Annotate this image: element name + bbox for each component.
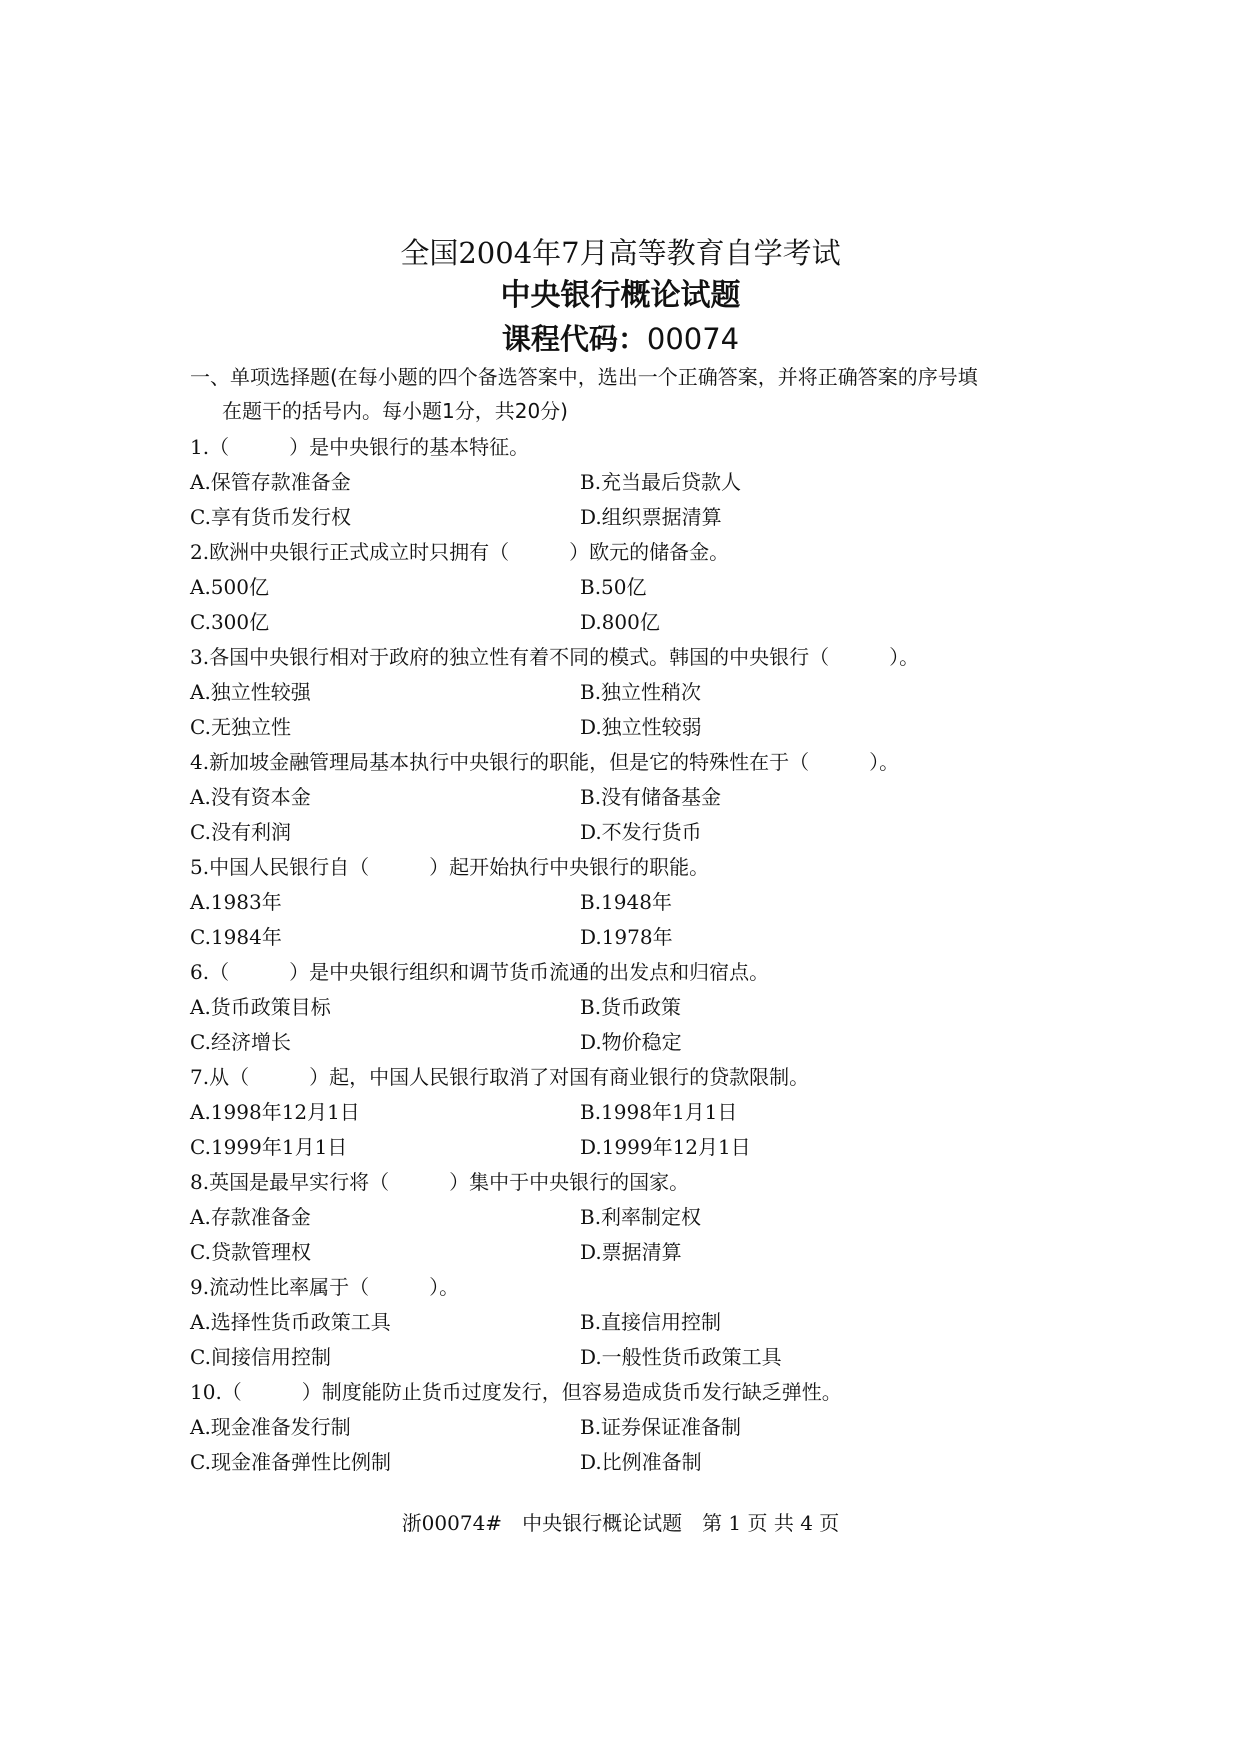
option-c: C.1984年 [190,925,282,949]
option-b: B.直接信用控制 [580,1310,722,1334]
option-a: A.没有资本金 [190,785,311,809]
section-heading-line2: 在题干的括号内。每小题1分，共20分) [222,399,568,423]
option-d: D.比例准备制 [580,1450,702,1474]
option-b: B.充当最后贷款人 [580,470,742,494]
option-row [190,1445,1090,1480]
question-stem: 10.（ ）制度能防止货币过度发行，但容易造成货币发行缺乏弹性。 [190,1380,842,1404]
question-stem: 3.各国中央银行相对于政府的独立性有着不同的模式。韩国的中央银行（ ）。 [190,645,920,669]
option-d: D.1999年12月1日 [580,1135,751,1159]
option-d: D.1978年 [580,925,673,949]
course-code-value: 00074 [646,322,740,356]
question-stem: 8.英国是最早实行将（ ）集中于中央银行的国家。 [190,1170,690,1194]
option-b: B.证券保证准备制 [580,1415,742,1439]
option-row [190,1025,1090,1060]
option-row [190,1200,1090,1235]
exam-title: 全国2004年7月高等教育自学考试 [400,236,841,270]
option-row [190,1305,1090,1340]
option-a: A.存款准备金 [190,1205,311,1229]
title-block [0,232,1241,360]
option-b: B.利率制定权 [580,1205,702,1229]
option-a: A.货币政策目标 [190,995,331,1019]
option-row [190,1130,1090,1165]
option-row [190,675,1090,710]
option-row [190,990,1090,1025]
option-b: B.货币政策 [580,995,682,1019]
subject-title: 中央银行概论试题 [500,278,741,313]
option-row [190,1410,1090,1445]
option-d: D.不发行货币 [580,820,702,844]
option-c: C.贷款管理权 [190,1240,311,1264]
option-c: C.300亿 [190,610,270,634]
option-row [190,780,1090,815]
option-row [190,605,1090,640]
question-stem: 6.（ ）是中央银行组织和调节货币流通的出发点和归宿点。 [190,960,770,984]
option-a: A.现金准备发行制 [190,1415,351,1439]
option-d: D.票据清算 [580,1240,682,1264]
option-c: C.经济增长 [190,1030,291,1054]
question-stem: 4.新加坡金融管理局基本执行中央银行的职能，但是它的特殊性在于（ ）。 [190,750,900,774]
option-a: A.500亿 [190,575,269,599]
option-row [190,500,1090,535]
option-row [190,710,1090,745]
option-d: D.一般性货币政策工具 [580,1345,782,1369]
option-b: B.1998年1月1日 [580,1100,738,1124]
option-a: A.1983年 [190,890,282,914]
option-d: D.独立性较弱 [580,715,702,739]
option-c: C.没有利润 [190,820,291,844]
option-row [190,1340,1090,1375]
question-list [190,430,1090,1480]
option-b: B.1948年 [580,890,672,914]
option-d: D.物价稳定 [580,1030,682,1054]
course-code-label: 课程代码： [501,322,647,356]
option-b: B.没有储备基金 [580,785,722,809]
page-footer: 浙00074# 中央银行概论试题 第 1 页 共 4 页 [401,1511,840,1535]
question-stem: 1.（ ）是中央银行的基本特征。 [190,435,530,459]
option-row [190,815,1090,850]
option-a: A.1998年12月1日 [190,1100,360,1124]
option-row [190,570,1090,605]
question-stem: 7.从（ ）起，中国人民银行取消了对国有商业银行的贷款限制。 [190,1065,810,1089]
option-a: A.独立性较强 [190,680,311,704]
option-c: C.间接信用控制 [190,1345,331,1369]
option-row [190,1095,1090,1130]
option-b: B.50亿 [580,575,647,599]
course-code-line [0,318,1241,360]
question-stem: 9.流动性比率属于（ ）。 [190,1275,460,1299]
section-heading [190,360,1070,428]
option-row [190,885,1090,920]
section-heading-line1: 一、单项选择题(在每小题的四个备选答案中，选出一个正确答案，并将正确答案的序号填 [190,365,978,389]
option-d: D.800亿 [580,610,660,634]
option-c: C.现金准备弹性比例制 [190,1450,391,1474]
option-a: A.保管存款准备金 [190,470,351,494]
option-c: C.无独立性 [190,715,291,739]
option-c: C.享有货币发行权 [190,505,351,529]
question-stem: 2.欧洲中央银行正式成立时只拥有（ ）欧元的储备金。 [190,540,730,564]
question-stem: 5.中国人民银行自（ ）起开始执行中央银行的职能。 [190,855,710,879]
option-c: C.1999年1月1日 [190,1135,348,1159]
option-d: D.组织票据清算 [580,505,722,529]
option-b: B.独立性稍次 [580,680,702,704]
option-row [190,1235,1090,1270]
option-a: A.选择性货币政策工具 [190,1310,391,1334]
option-row [190,465,1090,500]
option-row [190,920,1090,955]
